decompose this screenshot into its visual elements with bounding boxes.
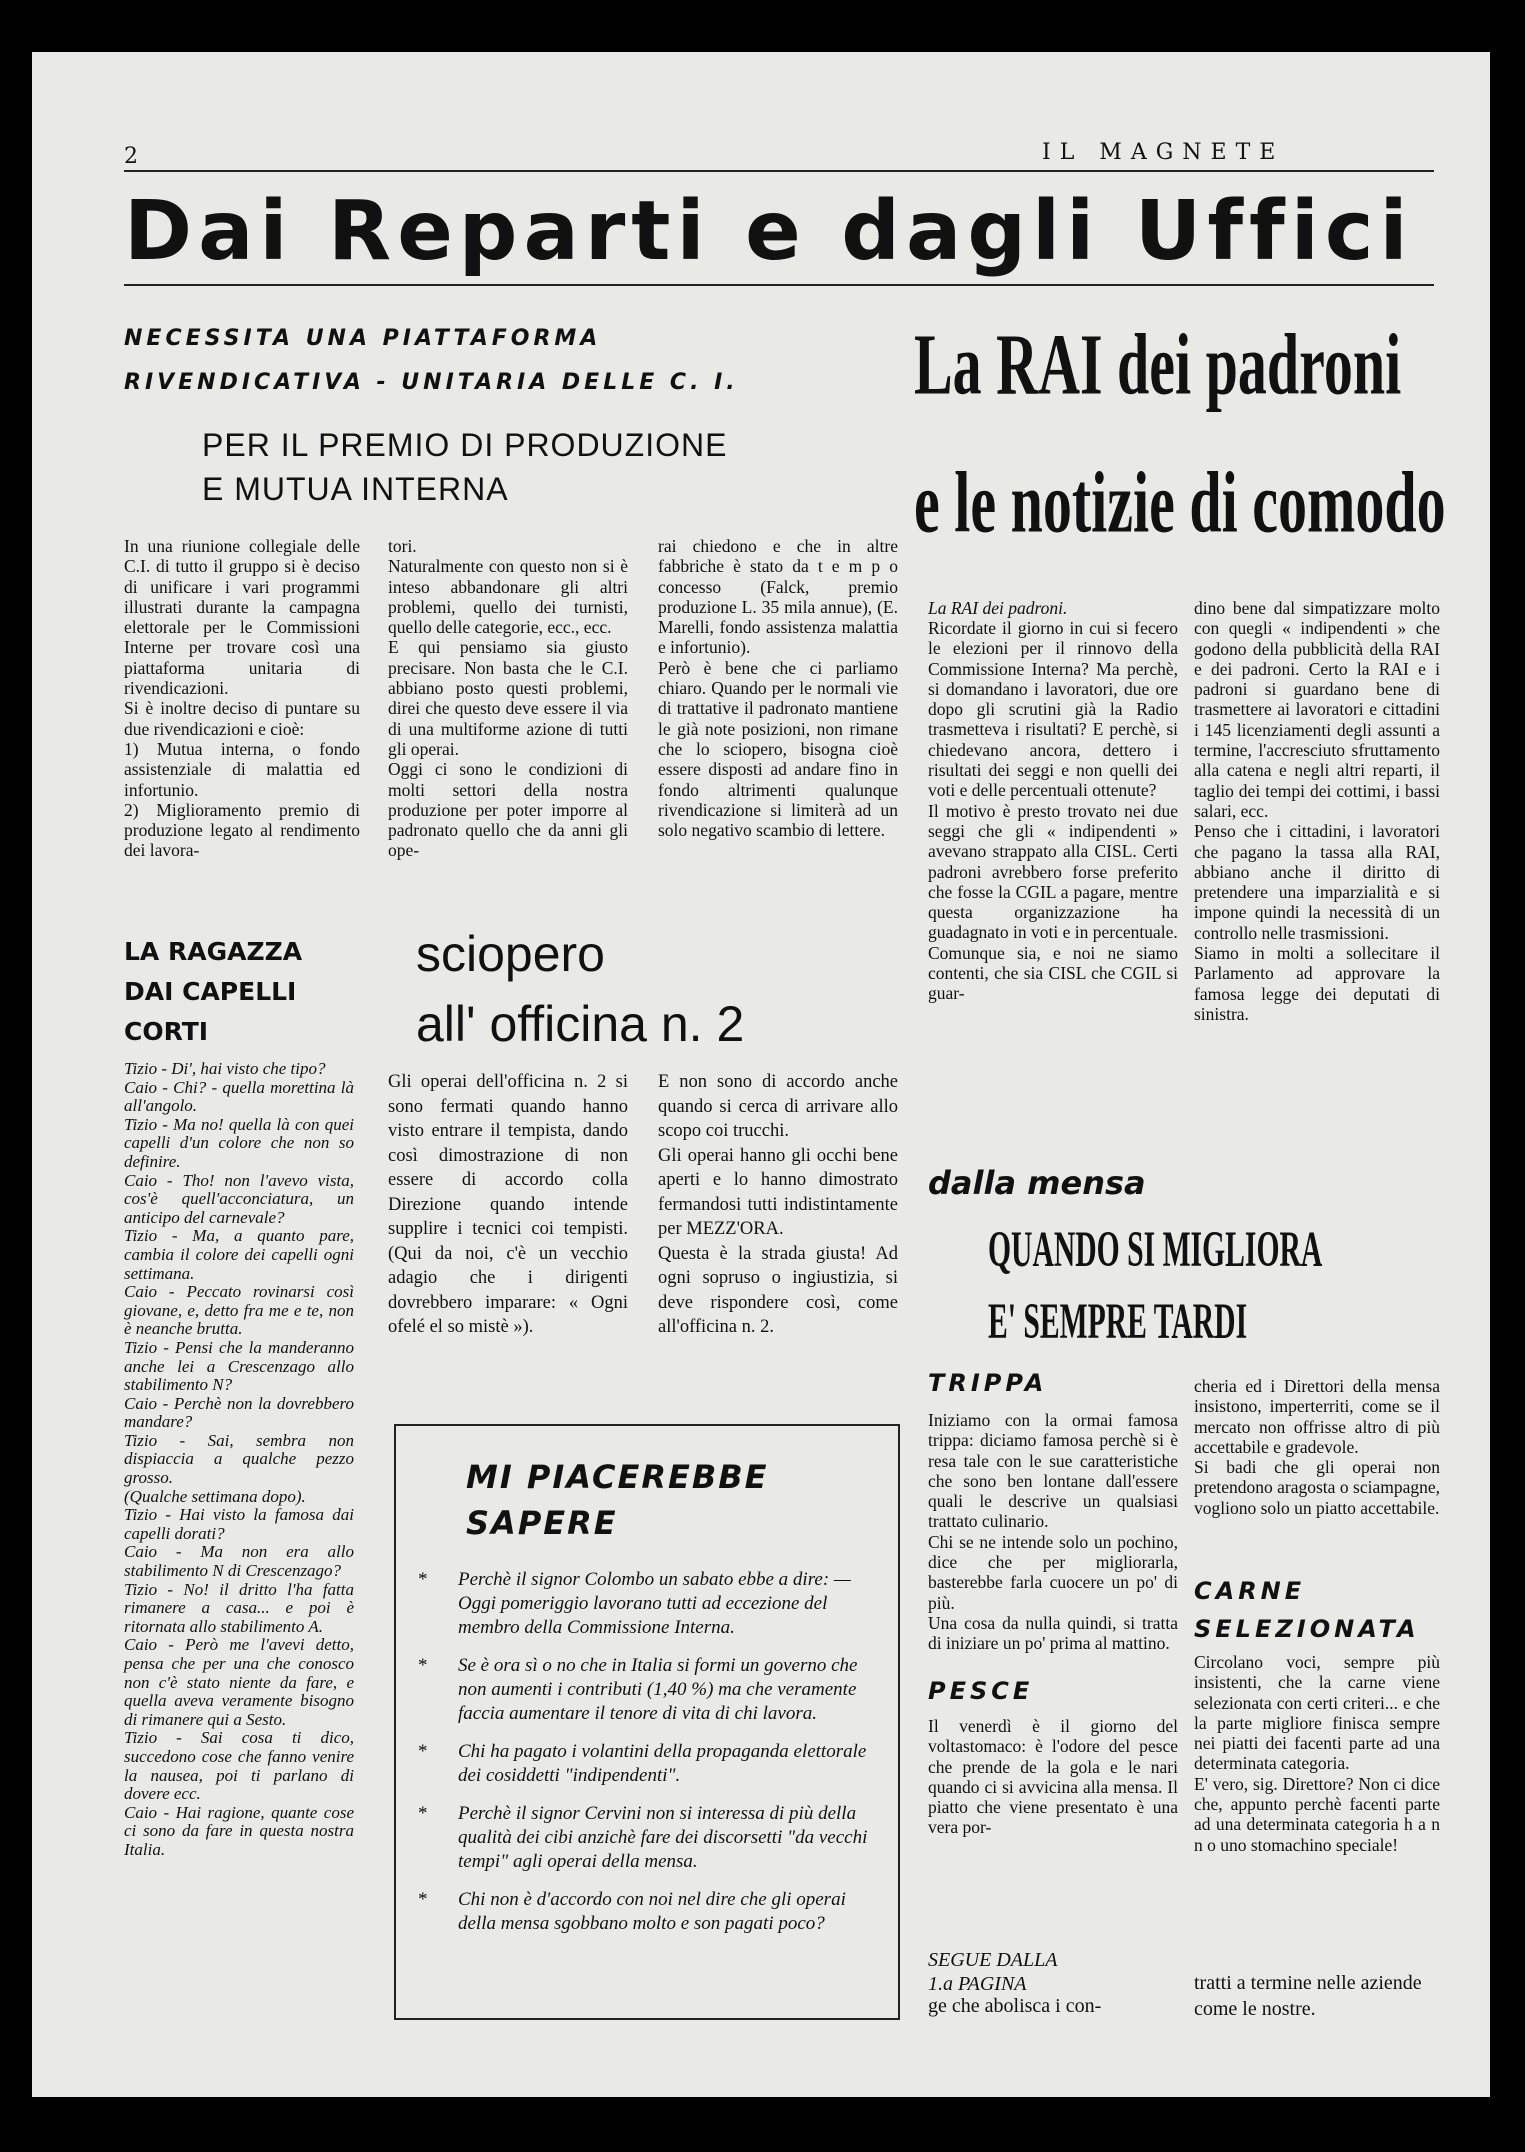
segue-text-2: tratti a termine nelle aziende come le nostre. — [1194, 1972, 1422, 2020]
rai-column-2: dino bene dal simpatizzare molto con quegli « indipendenti » che godono della pubblicità della RAI e dei padroni. Certo la RAI e i padroni si guardano bene di trasmettere ai lavoratori e cittadini i 145 licenziamenti degli assunti a termine, l'accresciuto sfruttamento alla catena e negli altri reparti, il taglio dei tempi dei cottimi, i bassi salari, ecc. Penso che i cittadini, i lavoratori che pagano la tassa alla RAI, abbiano anche il diritto di pretendere una imparzialità e si impone quindi la necessità di un controllo nelle trasmissioni. Siamo in molti a sollecitare il Parlamento ad approvare la famosa legge dei deputati di sinistra. — [1194, 598, 1440, 1024]
sapere-item: * Perchè il signor Cervini non si interessa di più della qualità dei cibi anzichè fare dei discorsetti "da vecchi tempi" agli operai della mensa. — [418, 1802, 876, 1874]
sciopero-column-1: Gli operai dell'officina n. 2 si sono fermati quando hanno visto entrare il tempista, dando così dimostrazione di non essere di accordo colla Direzione quando intende supplire i tecnici coi tempisti. (Qui da noi, c'è un vecchio adagio che i dirigenti dovrebbero imparare: « Ogni ofelé el so mistè »). — [388, 1072, 628, 1337]
carne-text: Circolano voci, sempre più insistenti, che la carne viene selezionata con certi criteri... e che la parte migliore finisca sempre nei piatti dei facenti parte ad una determinata categoria. E' vero, sig. Direttore? Non ci dice che, appunto perchè facenti parte ad una determinata categoria h a n n o uno stomachino speciale! — [1194, 1652, 1440, 1855]
running-head: IL MAGNETE — [1042, 140, 1285, 165]
sapere-item: * Se è ora sì o no che in Italia si formi un governo che non aumenti i contributi (1,40 %) ma che veramente faccia aumentare il tenore di vita di chi lavora. — [418, 1654, 876, 1726]
rai-headline-1: La RAI dei padroni — [914, 315, 1402, 413]
mensa-headline-2: E' SEMPRE TARDI — [988, 1293, 1248, 1351]
premio-kicker-2: RIVENDICATIVA - UNITARIA DELLE C. I. — [124, 370, 739, 395]
title-rule — [124, 284, 1434, 286]
rai-column-1: Ricordate il giorno in cui si fecero le elezioni per il rinnovo della Commissione Interna? Ma perchè, si domandano i lavoratori, due ore dopo gli scrutini già la Radio trasmetteva i risultati? E perchè, si chiedevano ancora, dettero i risultati dei seggi e non quelli dei voti e delle percentuali ottenute? Il motivo è presto trovato nei due seggi che gli « indipendenti » avevano strappato alla CISL. Certi padroni avrebbero forse preferito che fosse la CGIL a pagare, mentre questa organizzazione ha guadagnato in voti e in percentuale. Comunque sia, e noi ne siamo contenti, che sia CISL che CGIL si guar- — [928, 618, 1178, 1004]
sapere-item: * Perchè il signor Colombo un sabato ebbe a dire: — Oggi pomeriggio lavorano tutti ad eccezione del membro della Commissione Interna. — [418, 1568, 876, 1640]
sapere-list — [418, 1568, 876, 1950]
sapere-item: * Chi ha pagato i volantini della propaganda elettorale dei cosiddetti "indipendenti". — [418, 1740, 876, 1788]
premio-column-2: tori. Naturalmente con questo non si è inteso abbandonare gli altri problemi, quello dei turnisti, quello delle categorie, ecc., ecc. E qui pensiamo sia giusto precisare. Non basta che le C.I. abbiano posto questi problemi, direi che questo deve essere il via di una multiforme azione di tutti gli operai. Oggi ci sono le condizioni di molti settori della nostra produzione per poter imporre al padronato quello che da anni gli ope- — [388, 536, 628, 861]
sapere-box — [394, 1424, 900, 2020]
page-title: Dai Reparti e dagli Uffici — [124, 184, 1414, 279]
trippa-text: Iniziamo con la ormai famosa trippa: diciamo famosa perchè si è resa tale con le sue caratteristiche che sono ben lontane dall'essere quali le descrive un qualsiasi trattato culinario. Chi se ne intende solo un pochino, dice che per migliorarla, basterebbe farla cuocere un po' di più. Una cosa da nulla quindi, si tratta di iniziare un po' prima al mattino. — [928, 1410, 1178, 1654]
ragazza-headline: LA RAGAZZA DAI CAPELLI CORTI — [124, 937, 303, 1046]
sapere-headline: MI PIACEREBBE SAPERE — [466, 1458, 769, 1542]
carne-heading: CARNE SELEZIONATA — [1194, 1577, 1420, 1643]
sapere-item: * Chi non è d'accordo con noi nel dire che gli operai della mensa sgobbano molto e son pagati poco? — [418, 1888, 876, 1936]
ragazza-dialogue: Tizio - Di', hai visto che tipo? Caio - Chi? - quella morettina là all'angolo. Tizio - Ma no! quella là con quei capelli d'un colore che non so definire. Caio - Tho! non l'avevo vista, cos'è quell'acconciatura, un anticipo del carnevale? Tizio - Ma, a quanto pare, cambia il colore dei capelli ogni settimana. Caio - Peccato rovinarsi così giovane, e, detto fra me e te, non è neanche brutta. Tizio - Pensi che la manderanno anche lei a Crescenzago allo stabilimento N? Caio - Perchè non la dovrebbero mandare? Tizio - Sai, sembra non dispiaccia a qualche pezzo grosso. (Qualche settimana dopo). Tizio - Hai visto la famosa dai capelli dorati? Caio - Ma non era allo stabilimento N di Crescenzago? Tizio - No! il dritto l'ha fatta rimanere a casa... e poi è ritornata allo stabilimento A. Caio - Però me l'avevi detto, pensa che per una che conosco non c'è stato niente da fare, e quella aveva veramente bisogno di rimanere qui a Sesto. Tizio - Sai cosa ti dico, succedono cose che fanno venire la nausea, poi ti parlano di dovere ecc. Caio - Hai ragione, quante cose ci sono da fare in questa nostra Italia. — [124, 1059, 354, 1859]
premio-column-1: In una riunione collegiale delle C.I. di tutto il gruppo si è deciso di unificare i vari programmi illustrati durante la campagna elettorale per le Commissioni Interne per trovare così una piattaforma unitaria di rivendicazioni. Si è inoltre deciso di puntare su due rivendicazioni e cioè: 1) Mutua interna, o fondo assistenziale di malattia ed infortunio. 2) Miglioramento premio di produzione legato al rendimento dei lavora- — [124, 536, 360, 861]
mensa-headline-1: QUANDO SI MIGLIORA — [988, 1221, 1323, 1279]
newspaper-page — [32, 52, 1490, 2097]
segue-text-1: ge che abolisca i con- — [928, 1995, 1102, 2017]
premio-column-3: rai chiedono e che in altre fabbriche è stato da t e m p o concesso (Falck, premio produzione L. 35 mila annue), (E. Marelli, fondo assistenza malattia e infortunio). Però è bene che ci parliamo chiaro. Quando per le normali vie di trattative il padronato mantiene le già note posizioni, non rimane che lo sciopero, bisogna cioè essere disposti ad andare fino in fondo altrimenti qualunque rivendicazione si limiterà ad un solo negativo scambio di lettere. — [658, 536, 898, 841]
mensa-column-2: cheria ed i Direttori della mensa insistono, imperterriti, come se il mercato non offrisse altro di più accettabile e gradevole. Si badi che gli operai non pretendono aragosta o sciampagne, vogliono solo un piatto accettabile. — [1194, 1376, 1440, 1518]
rai-lead: La RAI dei padroni. — [928, 598, 1068, 618]
mensa-kicker: dalla mensa — [928, 1164, 1146, 1202]
premio-kicker-1: NECESSITA UNA PIATTAFORMA — [124, 326, 602, 351]
top-rule — [124, 170, 1434, 172]
premio-headline-2: E MUTUA INTERNA — [202, 471, 509, 507]
page-number: 2 — [124, 144, 138, 169]
sciopero-column-2: E non sono di accordo anche quando si cerca di arrivare allo scopo coi trucchi. Gli operai hanno gli occhi bene aperti e lo hanno dimostrato fermandosi tutti indistintamente per MEZZ'ORA. Questa è la strada giusta! Ad ogni sopruso o ingiustizia, si deve rispondere così, come all'officina n. 2. — [658, 1072, 898, 1337]
sciopero-headline-2: all' officina n. 2 — [416, 996, 745, 1052]
trippa-heading: TRIPPA — [928, 1369, 1048, 1397]
pesce-text: Il venerdì è il giorno del voltastomaco: è l'odore del pesce che prende de la gola e le nari quando ci si avvicina alla mensa. Il piatto che viene presentato è una vera por- — [928, 1716, 1178, 1838]
segue-label: SEGUE DALLA 1.a PAGINA — [928, 1949, 1058, 1995]
premio-headline-1: PER IL PREMIO DI PRODUZIONE — [202, 427, 728, 463]
pesce-heading: PESCE — [928, 1677, 1034, 1705]
sciopero-headline-1: sciopero — [416, 926, 605, 982]
rai-headline-2: e le notizie di comodo — [914, 453, 1446, 551]
